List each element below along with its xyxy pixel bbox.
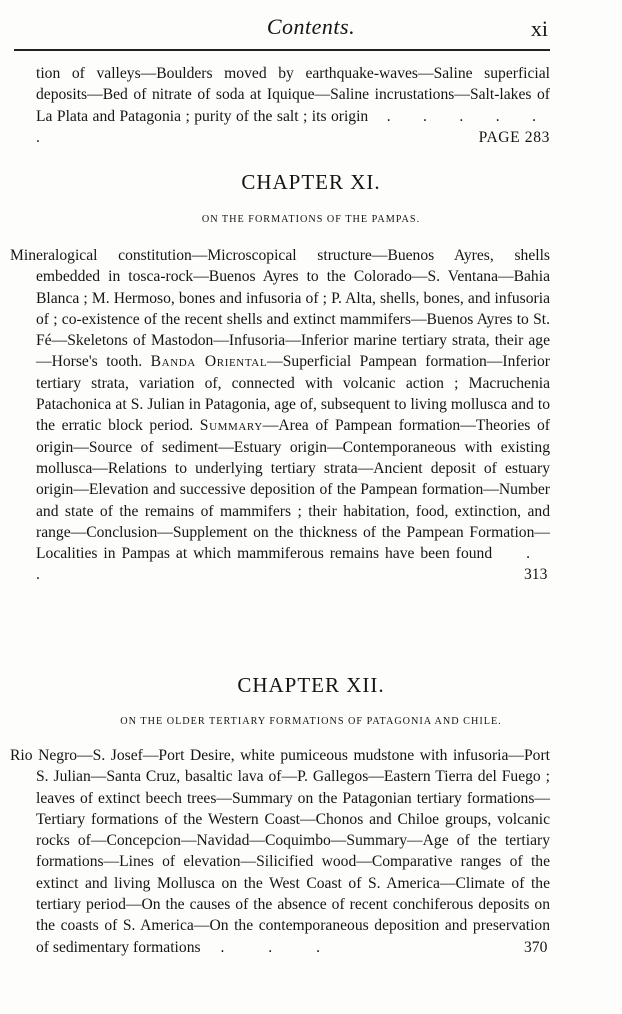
summary-text: —Superficial Pampean formation—Inferior tertiary strata, variation of, connected with volcanic action ; Macruchenia Patachonica at S. Julian in Patagonia, age of, subsequent to living mollusca and to the erratic block period.: [36, 353, 550, 435]
running-title: Contents.: [266, 14, 356, 39]
leader-dots: . . .: [220, 938, 340, 956]
chapter-summary: Mineralogical constitution—Microscopical structure—Buenos Ayres, shells embedded in tosca-rock—Buenos Ayres to the Colorado—S. Ventana—Bahia Blanca ; M. Hermoso, bones and infusoria of ; P. Alta, shells, bones, and infusoria of ; co-existence of the recent shells and extinct mammifers—Buenos Ayres to St. Fé—Skeletons of Mastodon—Infusoria—Inferior marine tertiary strata, their age—Horse's tooth. Banda Oriental—Superficial Pampean formation—Inferior tertiary strata, variation of, connected with volcanic action ; Macruchenia Patachonica at S. Julian in Patagonia, age of, subsequent to living mollusca and to the erratic block period. Summary—Area of Pampean formation—Theories of origin—Source of sediment—Estuary origin—Contemporaneous with existing mollusca—Relations to underlying tertiary strata—Ancient deposit of estuary origin—Elevation and successive deposition of the Pampean formation—Number and state of the remains of mammifers ; their habitation, food, extinction, and range—Conclusion—Supplement on the thickness of the Pampean Formation—Localities in Pampas at which mammiferous remains have been found . . 313: [10, 247, 550, 584]
leader-dots: . .: [36, 545, 550, 584]
chapter-subtitle: ON THE FORMATIONS OF THE PAMPAS.: [201, 214, 421, 225]
summary-text: Mineralogical constitution—Microscopical structure—Buenos Ayres, shells embedded in tosca-rock—Buenos Ayres to the Colorado—S. Ventana—Bahia Blanca ; M. Hermoso, bones and infusoria of ; P. Alta, shells, bones, and infusoria of ; co-existence of the recent shells and extinct mammifers—Buenos Ayres to St. Fé—Skeletons of Mastodon—Infusoria—Inferior marine tertiary strata, their age—Horse's tooth.: [10, 247, 550, 371]
contents-entry-continuation: [36, 63, 550, 148]
summary-text: —Area of Pampean formation—Theories of origin—Source of sediment—Estuary origin—Contemporaneous with existing mollusca—Relations to underlying tertiary strata—Ancient deposit of estuary origin—Elevation and successive deposition of the Pampean formation—Number and state of the remains of mammifers ; their habitation, food, extinction, and range—Conclusion—Supplement on the thickness of the Pampean Formation—Localities in Pampas at which mammiferous remains have been found: [36, 417, 550, 563]
section-label: Summary: [199, 417, 263, 435]
leader-dots: . . . . . .: [36, 107, 550, 146]
chapter-summary: Rio Negro—S. Josef—Port Desire, white pumiceous mudstone with infusoria—Port S. Julian—Santa Cruz, basaltic lava of—P. Gallegos—Eastern Tierra del Fuego ; leaves of extinct beech trees—Summary on the Patagonian tertiary formations—Tertiary formations of the Western Coast—Chonos and Chiloe groups, volcanic rocks of—Concepcion—Navidad—Coquimbo—Summary—Age of the tertiary formations—Lines of elevation—Silicified wood—Comparative ranges of the extinct and living Mollusca on the West Coast of S. America—Climate of the tertiary period—On the causes of the absence of recent conchiferous deposits on the coasts of S. America—On the contemporaneous deposition and preservation of sedimentary formations . . . 370: [10, 747, 550, 956]
page-header: [0, 14, 622, 48]
page-reference: PAGE 283: [478, 128, 550, 146]
summary-text: Rio Negro—S. Josef—Port Desire, white pumiceous mudstone with infusoria—Port S. Julian—Santa Cruz, basaltic lava of—P. Gallegos—Eastern Tierra del Fuego ; leaves of extinct beech trees—Summary on the Patagonian tertiary formations—Tertiary formations of the Western Coast—Chonos and Chiloe groups, volcanic rocks of—Concepcion—Navidad—Coquimbo—Summary—Age of the tertiary formations—Lines of elevation—Silicified wood—Comparative ranges of the extinct and living Mollusca on the West Coast of S. America—Climate of the tertiary period—On the causes of the absence of recent conchiferous deposits on the coasts of S. America—On the contemporaneous deposition and preservation of sedimentary formations: [10, 747, 550, 956]
chapter-heading: CHAPTER XI.: [241, 170, 381, 194]
chapter-subtitle: ON THE OLDER TERTIARY FORMATIONS OF PATAGONIA AND CHILE.: [120, 716, 502, 727]
page-number: xi: [530, 16, 548, 41]
entry-text: tion of valleys—Boulders moved by earthquake-waves—Saline superficial deposits—Bed of nitrate of soda at Iquique—Saline incrustations—Salt-lakes of La Plata and Patagonia ; purity of the salt ; its origin: [36, 65, 550, 125]
header-rule: [14, 49, 550, 51]
chapter-heading: CHAPTER XII.: [237, 673, 385, 697]
section-label: Banda Oriental: [150, 353, 268, 371]
